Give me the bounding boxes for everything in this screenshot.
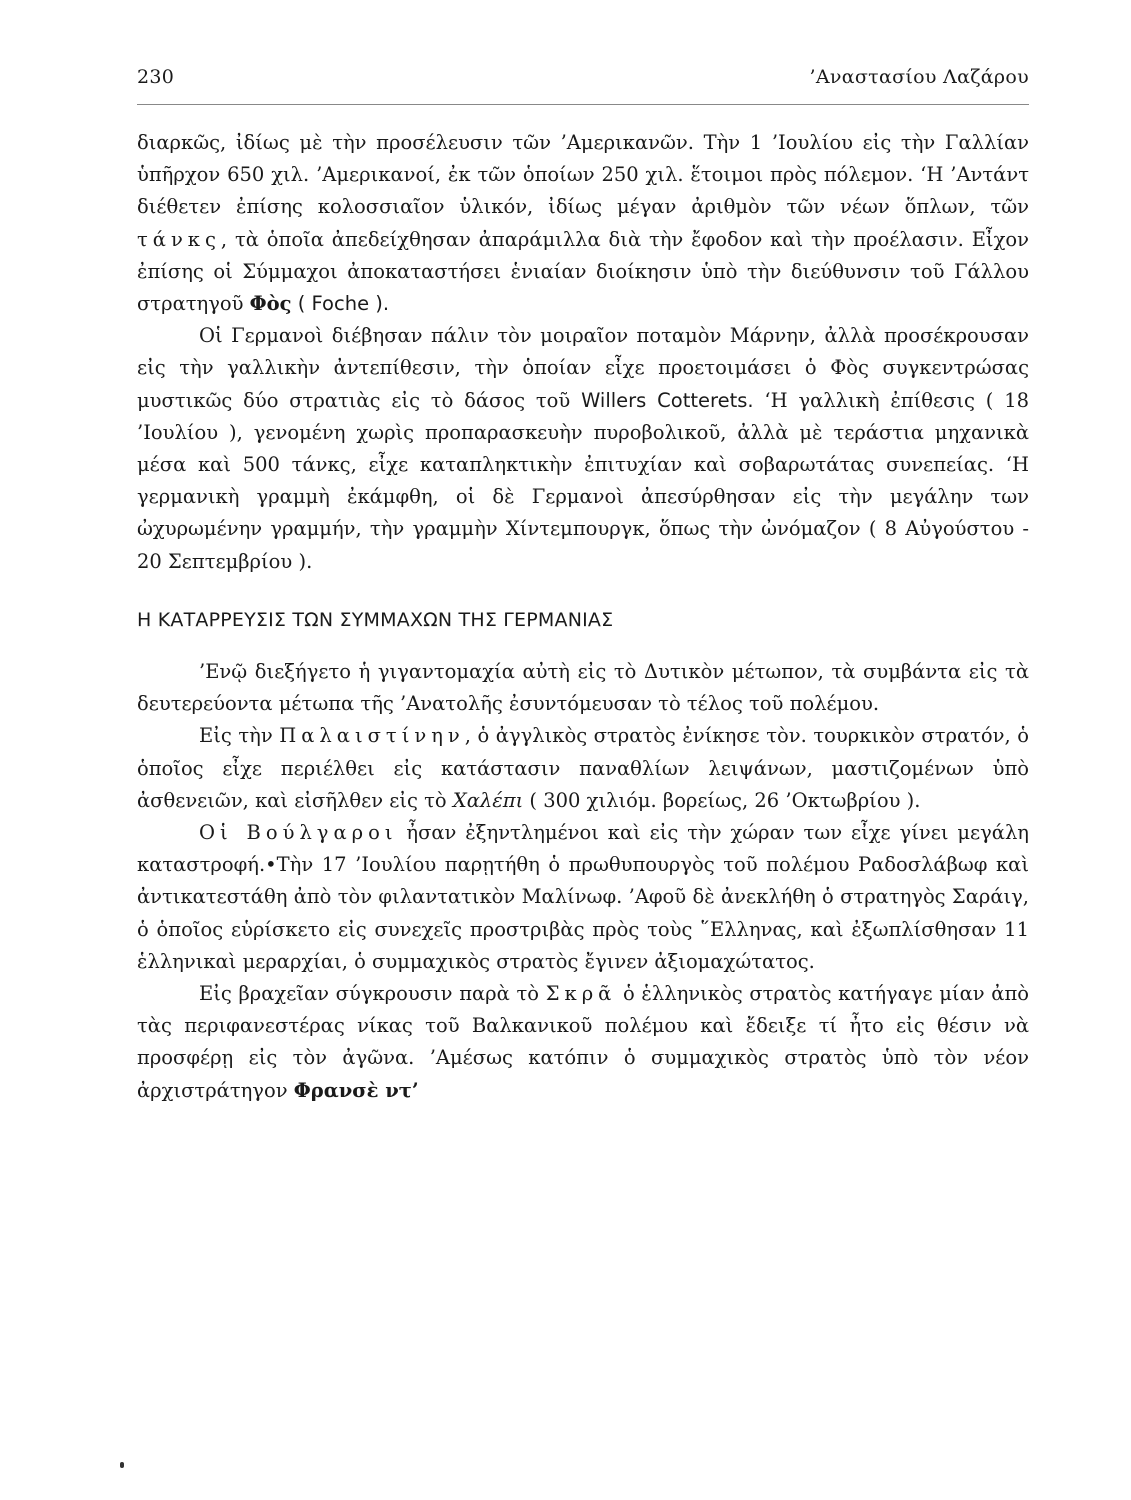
paragraph-4 [137,720,1029,817]
p3-text-a: ’Ενῷ διεξήγετο ἡ γιγαντομαχία αὐτὴ εἰς τὸ Δυτικὸν μέτωπον, τὰ συμβάντα εἰς τὰ δευτερεύοντα μέτωπα τῆς ’Ανατολῆς ἐσυντόμευσαν τὸ τέλος τοῦ πολέμου. [137,660,1029,716]
p2-text-a: Οἱ Γερμανοὶ διέβησαν πάλιν τὸν μοιραῖον ποταμὸν Μάρνην, ἀλλὰ προσέκρουσαν εἰς τὴν γαλλικὴν ἀντεπίθεσιν, τὴν ὁποίαν εἶχε προετοιμάσει ὁ Φὸς συγκεντρώσας μυστικῶς δύο στρατιὰς εἰς τὸ δάσος τοῦ [137,324,1029,412]
spaced-word-skra: Σκρᾶ [545,982,617,1006]
p6-text-a: Εἰς βραχεῖαν σύγκρουσιν παρὰ τὸ [199,982,540,1006]
spaced-words-bulgarians: Οἱ Βούλγαροι [199,821,398,845]
latin-name-foche: ( Foche ). [297,292,390,316]
paragraph-6 [137,978,1029,1107]
paragraph-5 [137,817,1029,978]
bold-name-foch: Φὸς [249,292,292,316]
p4-text-e: ( 300 χιλιόμ. βορείως, 26 ’Οκτωβρίου ). [529,788,921,812]
p4-text-a: Εἰς τὴν [199,724,273,748]
latin-place-willers-cotterets: Willers Cotterets. [581,388,754,412]
paragraph-3 [137,656,1029,720]
stray-mark [120,1462,124,1468]
page-number: 230 [137,66,175,88]
italic-place-aleppo: Χαλέπι [452,788,524,812]
paragraph-2 [137,320,1029,578]
spaced-word-tanks: τάνκς [137,227,221,251]
body-text [137,127,1029,1107]
p6-text-c: ὁ ἑλληνικὸς στρατὸς κατήγαγε μίαν ἀπὸ τὰς περιφανεστέρας νίκας τοῦ Βαλκανικοῦ πολέμου καὶ ἔδειξε τί ἦτο εἰς θέσιν νὰ προσφέρῃ εἰς τὸν ἀγῶνα. ’Αμέσως κατόπιν ὁ συμμαχικὸς στρατὸς ὑπὸ τὸν νέον ἀρχιστράτηγον [137,982,1030,1102]
p5-text-b: ἦσαν ἐξηντλημένοι καὶ εἰς τὴν χώραν των εἶχε γίνει μεγάλη καταστροφή.•Τὴν 17 ’Ιουλίου παρῃτήθη ὁ πρωθυπουργὸς τοῦ πολέμου Ραδοσλάβωφ καὶ ἀντικατεστάθη ἀπὸ τὸν φιλαντατικὸν Μαλίνωφ. ’Αφοῦ δὲ ἀνεκλήθη ὁ στρατηγὸς Σαράιγ, ὁ ὁποῖος εὑρίσκετο εἰς συνεχεῖς προστριβὰς πρὸς τοὺς ῞Ελληνας, καὶ ἐξωπλίσθησαν 11 ἑλληνικαὶ μεραρχίαι, ὁ συμμαχικὸς στρατὸς ἔγινεν ἀξιομαχώτατος. [137,821,1029,973]
p1-text-a: διαρκῶς, ἰδίως μὲ τὴν προσέλευσιν τῶν ’Αμερικανῶν. Τὴν 1 ’Ιουλίου εἰς τὴν Γαλλίαν ὑπῆρχον 650 χιλ. ’Αμερικανοί, ἐκ τῶν ὁποίων 250 χιλ. ἕτοιμοι πρὸς πόλεμον. ‘Η ’Αντάντ διέθετεν ἐπίσης κολοσσιαῖον ὑλικόν, ἰδίως μέγαν ἀριθμὸν τῶν νέων ὅπλων, τῶν [137,131,1029,219]
p2-text-c: ‘Η γαλλικὴ ἐπίθεσις ( 18 ’Ιουλίου ), γενομένη χωρὶς προπαρασκευὴν πυροβολικοῦ, ἀλλὰ μὲ τεράστια μηχανικὰ μέσα καὶ 500 τάνκς, εἶχε καταπληκτικὴν ἐπιτυχίαν καὶ σοβαρωτάτας συνεπείας. ‘Η γερμανικὴ γραμμὴ ἐκάμφθη, οἱ δὲ Γερμανοὶ ἀπεσύρθησαν εἰς τὴν μεγάλην των ὠχυρωμένην γραμμήν, τὴν γραμμὴν Χίντεμπουργκ, ὅπως τὴν ὠνόμαζον ( 8 Αὐγούστου - 20 Σεπτεμβρίου ). [137,388,1030,573]
running-title: ’Αναστασίου Λαζάρου [809,66,1029,88]
running-header [137,66,1029,88]
spaced-word-palestine: Παλαιστίνην [279,724,465,748]
p1-text-c: , τὰ ὁποῖα ἀπεδείχθησαν ἀπαράμιλλα διὰ τὴν ἔφοδον καὶ τὴν προέλασιν. Εἶχον ἐπίσης οἱ Σύμμαχοι ἀποκαταστήσει ἑνιαίαν διοίκησιν ὑπὸ τὴν διεύθυνσιν τοῦ Γάλλου στρατηγοῦ [137,227,1029,316]
header-rule [137,104,1029,105]
bold-name-franchet: Φρανσὲ ντ’ [293,1078,419,1102]
paragraph-1 [137,127,1029,320]
p4-text-c: , ὁ ἀγγλικὸς στρατὸς ἐνίκησε τὸν. τουρκικὸν στρατόν, ὁ ὁποῖος εἶχε περιέλθει εἰς κατάστασιν παναθλίων λειψάνων, μαστιζομένων ὑπὸ ἀσθενειῶν, καὶ εἰσῆλθεν εἰς τὸ [137,724,1029,812]
section-title: Η ΚΑΤΑΡΡΕΥΣΙΣ ΤΩΝ ΣΥΜΜΑΧΩΝ ΤΗΣ ΓΕΡΜΑΝΙΑΣ [137,608,614,631]
